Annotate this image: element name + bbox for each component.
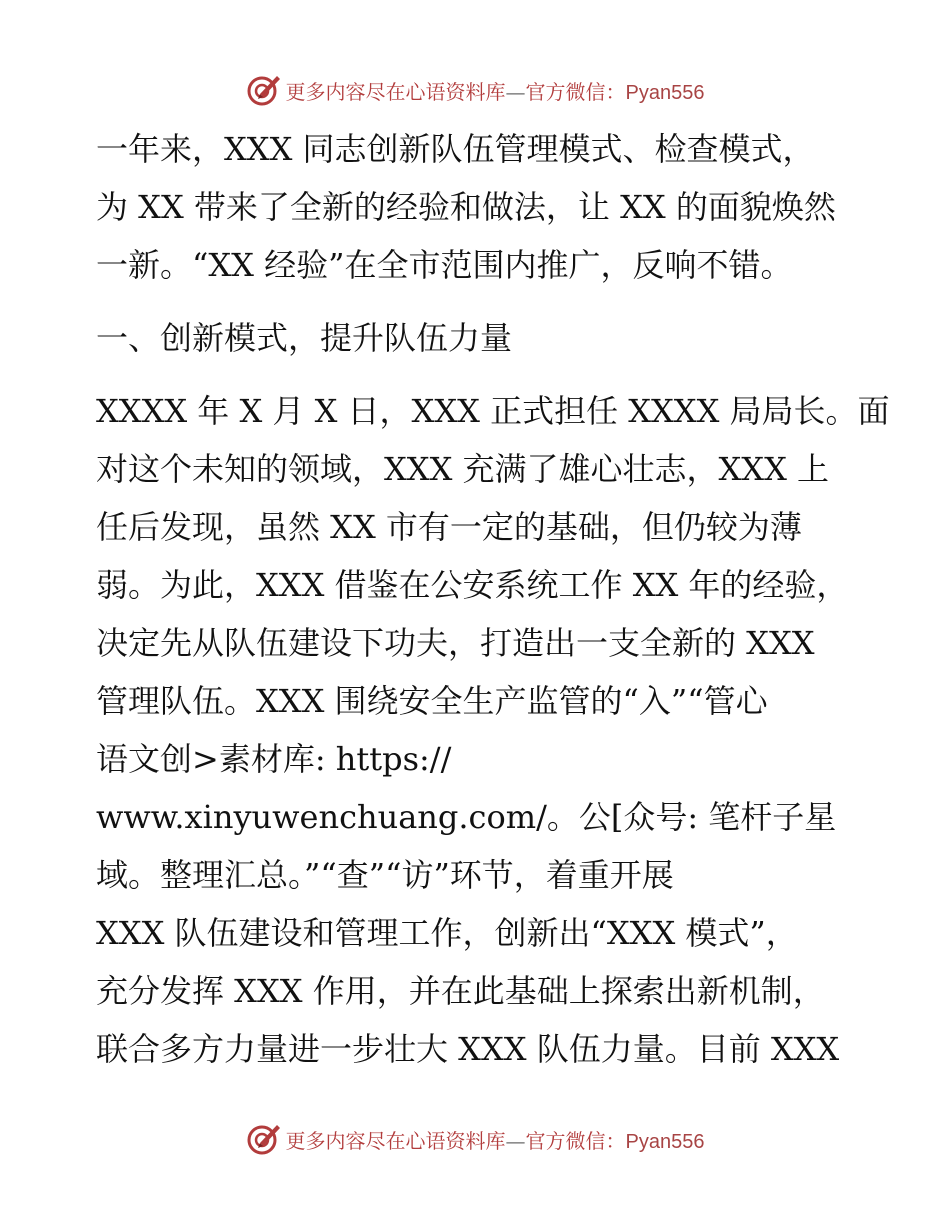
main-line: 任后发现，虽然 XX 市有一定的基础，但仍较为薄 <box>96 508 802 546</box>
main-line: 决定先从队伍建设下功夫，打造出一支全新的 XXX <box>96 624 815 662</box>
main-paragraph <box>96 382 890 1078</box>
main-line: 管理队伍。XXX 围绕安全生产监管的“入”“管心 <box>96 682 768 720</box>
intro-line: 为 XX 带来了全新的经验和做法，让 XX 的面貌焕然 <box>96 188 836 226</box>
section-heading <box>96 309 856 367</box>
footer-banner-separator: — <box>505 1128 526 1153</box>
main-line: 充分发挥 XXX 作用，并在此基础上探索出新机制， <box>96 972 825 1010</box>
main-line: 联合多方力量进一步壮大 XXX 队伍力量。目前 XXX <box>96 1030 840 1068</box>
main-line: 对这个未知的领域，XXX 充满了雄心壮志，XXX 上 <box>96 450 830 488</box>
main-line: www.xinyuwenchuang.com/。公[众号: 笔杆子星 <box>96 798 837 836</box>
document-body <box>96 120 890 1078</box>
footer-banner-main: 更多内容尽在心语资料库 <box>285 1128 506 1153</box>
header-banner-separator: — <box>505 79 526 104</box>
main-line: 弱。为此，XXX 借鉴在公安系统工作 XX 年的经验， <box>96 566 849 604</box>
paragraph-gap <box>96 367 856 382</box>
paragraph-gap <box>96 294 856 309</box>
main-line: 域。整理汇总。”“查”“访”环节，着重开展 <box>96 856 674 894</box>
footer-banner-wechat-id: Pyan556 <box>625 1130 705 1153</box>
intro-line: 一新。“XX 经验”在全市范围内推广，反响不错。 <box>96 246 793 284</box>
intro-paragraph <box>96 120 856 294</box>
main-line: 语文创>素材库: https:// <box>96 740 452 778</box>
header-banner-main: 更多内容尽在心语资料库 <box>285 79 506 104</box>
header-banner-wechat-id: Pyan556 <box>625 81 705 104</box>
header-banner <box>0 70 950 110</box>
footer-banner-text <box>286 1125 705 1154</box>
header-banner-text <box>286 76 705 105</box>
footer-banner <box>0 1119 950 1159</box>
pen-logo-icon <box>246 72 282 108</box>
main-line: XXX 队伍建设和管理工作，创新出“XXX 模式”， <box>96 914 798 952</box>
main-line: XXXX 年 X 月 X 日，XXX 正式担任 XXXX 局局长。面 <box>96 392 890 430</box>
header-banner-official: 官方微信： <box>525 79 626 104</box>
footer-banner-official: 官方微信： <box>525 1128 626 1153</box>
section-heading-text: 一、创新模式，提升队伍力量 <box>96 319 513 357</box>
pen-logo-icon <box>246 1121 282 1157</box>
intro-line: 一年来，XXX 同志创新队伍管理模式、检查模式， <box>96 130 815 168</box>
